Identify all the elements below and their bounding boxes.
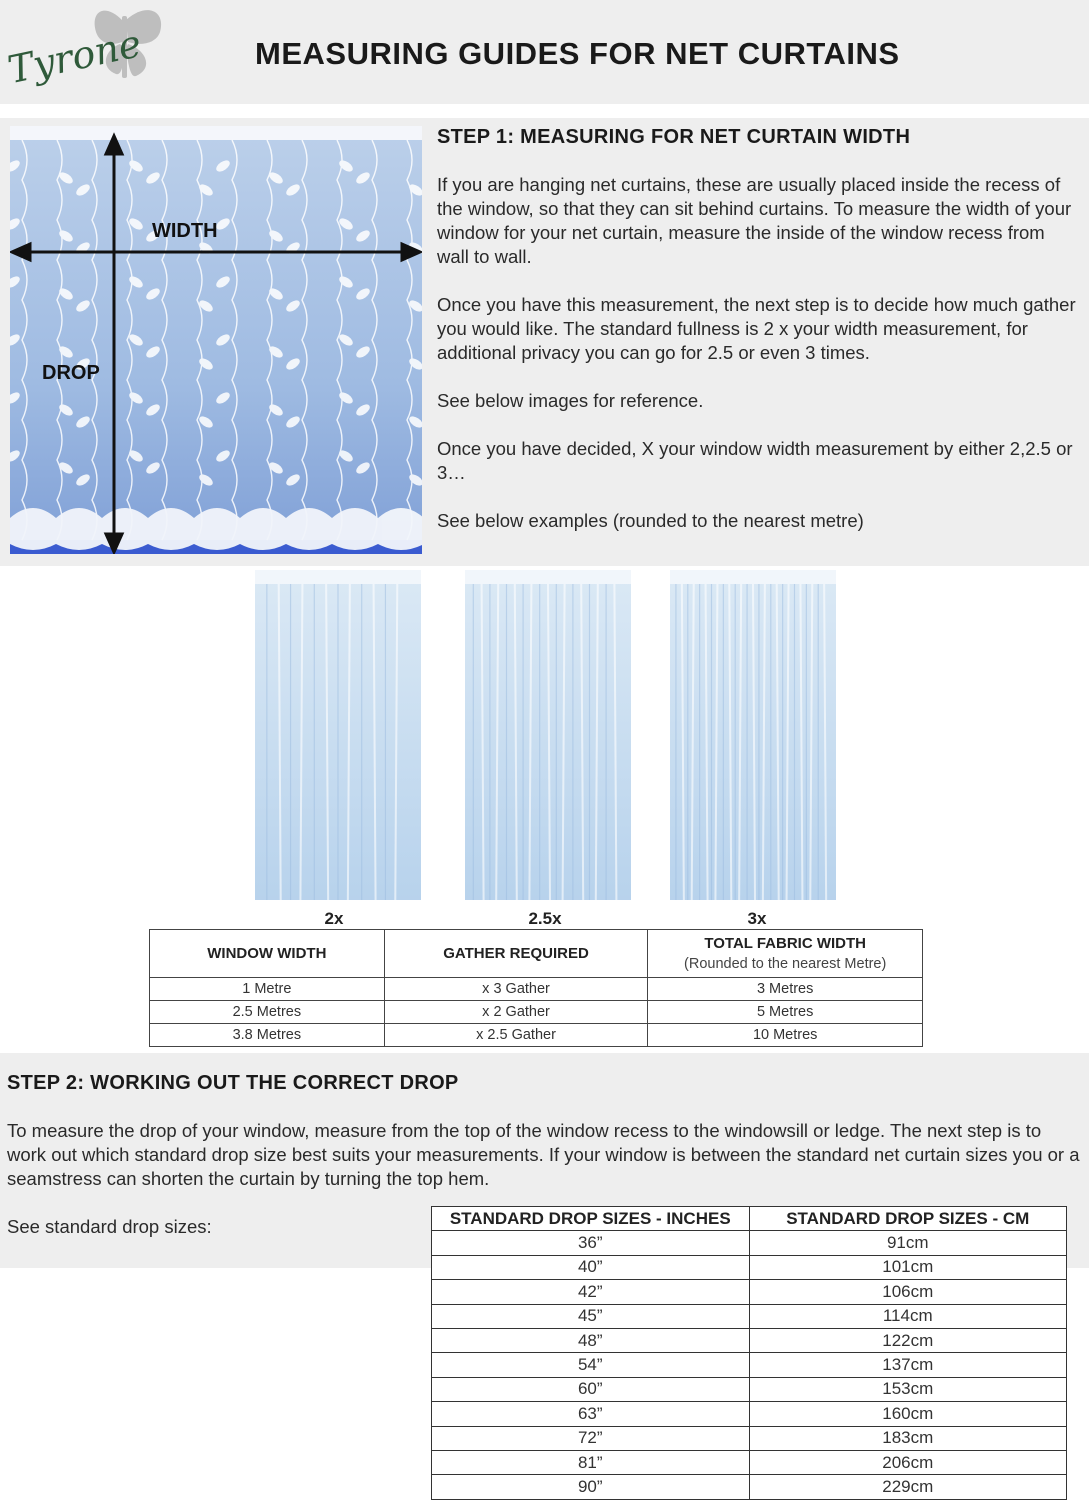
- cm-header: STANDARD DROP SIZES - CM: [749, 1207, 1067, 1231]
- total-width-cell: 5 Metres: [648, 1001, 923, 1024]
- gather-table: [149, 929, 923, 1047]
- window-width-cell: 1 Metre: [150, 978, 385, 1001]
- gather-required-header: GATHER REQUIRED: [384, 930, 648, 978]
- gather-label-3x: 3x: [747, 909, 767, 928]
- table-row: [432, 1328, 1067, 1352]
- gather-label-2-5x: 2.5x: [528, 909, 562, 928]
- table-row: [432, 1255, 1067, 1279]
- step1-paragraph: See below examples (rounded to the nearest metre): [437, 510, 864, 531]
- step1-heading: STEP 1: MEASURING FOR NET CURTAIN WIDTH: [437, 126, 911, 148]
- cm-cell: 122cm: [749, 1328, 1067, 1352]
- gather-label-2x: 2x: [324, 909, 344, 928]
- table-header-row: [150, 930, 923, 978]
- drop-label: DROP: [42, 362, 100, 384]
- table-row: [432, 1377, 1067, 1401]
- step1-section: [0, 118, 1089, 566]
- gather-cell: x 3 Gather: [384, 978, 648, 1001]
- inches-cell: 36”: [432, 1231, 750, 1255]
- inches-cell: 54”: [432, 1353, 750, 1377]
- inches-cell: 60”: [432, 1377, 750, 1401]
- rounded-note: (Rounded to the nearest Metre): [684, 956, 887, 972]
- inches-cell: 72”: [432, 1426, 750, 1450]
- inches-cell: 42”: [432, 1280, 750, 1304]
- step2-text-block: [7, 1072, 1082, 1191]
- inches-cell: 81”: [432, 1450, 750, 1474]
- cm-cell: 206cm: [749, 1450, 1067, 1474]
- step1-paragraph: Once you have decided, X your window width measurement by either 2,2.5 or 3…: [437, 438, 1073, 483]
- inches-cell: 40”: [432, 1255, 750, 1279]
- table-row: [432, 1450, 1067, 1474]
- window-width-cell: 3.8 Metres: [150, 1024, 385, 1047]
- tyrone-logo: [4, 2, 174, 106]
- cm-cell: 229cm: [749, 1475, 1067, 1499]
- total-width-cell: 10 Metres: [648, 1024, 923, 1047]
- table-row: [150, 978, 923, 1001]
- inches-cell: 48”: [432, 1328, 750, 1352]
- drop-sizes-table: [431, 1206, 1067, 1500]
- page-title: MEASURING GUIDES FOR NET CURTAINS: [255, 36, 900, 71]
- curtain-gather-2-5x-image: [465, 570, 631, 910]
- cm-cell: 183cm: [749, 1426, 1067, 1450]
- table-row: [432, 1353, 1067, 1377]
- table-row: [432, 1280, 1067, 1304]
- gather-cell: x 2.5 Gather: [384, 1024, 648, 1047]
- step2-paragraph: To measure the drop of your window, measure from the top of the window recess to the windowsill or ledge. The next step is to work out which standard drop size best suits your measurements. If your window is between the standard net curtain sizes you or a seamstress can shorten the curtain by turning the top hem.: [7, 1120, 1080, 1189]
- inches-cell: 90”: [432, 1475, 750, 1499]
- step1-paragraph: Once you have this measurement, the next step is to decide how much gather you would like. The standard fullness is 2 x your width measurement, for additional privacy you can go for 2.5 or even 3 times.: [437, 294, 1076, 363]
- table-row: [432, 1426, 1067, 1450]
- table-row: [432, 1402, 1067, 1426]
- window-width-cell: 2.5 Metres: [150, 1001, 385, 1024]
- inches-cell: 45”: [432, 1304, 750, 1328]
- svg-text:Tyrone: Tyrone: [4, 21, 146, 93]
- table-header-row: [432, 1207, 1067, 1231]
- step1-paragraph: If you are hanging net curtains, these are usually placed inside the recess of the window, so that they can sit behind curtains. To measure the width of your window for your net curtain, measure the inside of the window recess from wall to wall.: [437, 174, 1072, 267]
- cm-cell: 106cm: [749, 1280, 1067, 1304]
- net-curtain-measure-image: [10, 126, 422, 554]
- table-row: [150, 1024, 923, 1047]
- curtain-gather-2x-image: [255, 570, 421, 910]
- see-drop-sizes-text: See standard drop sizes:: [7, 1216, 212, 1237]
- cm-cell: 101cm: [749, 1255, 1067, 1279]
- cm-cell: 114cm: [749, 1304, 1067, 1328]
- total-fabric-width-title: TOTAL FABRIC WIDTH: [704, 935, 866, 952]
- page-header: [0, 0, 1089, 104]
- table-row: [432, 1475, 1067, 1499]
- step1-text-block: [437, 126, 1077, 533]
- inches-header: STANDARD DROP SIZES - INCHES: [432, 1207, 750, 1231]
- step2-heading: STEP 2: WORKING OUT THE CORRECT DROP: [7, 1072, 459, 1094]
- gather-cell: x 2 Gather: [384, 1001, 648, 1024]
- cm-cell: 153cm: [749, 1377, 1067, 1401]
- table-row: [150, 1001, 923, 1024]
- cm-cell: 160cm: [749, 1402, 1067, 1426]
- total-width-cell: 3 Metres: [648, 978, 923, 1001]
- table-row: [432, 1304, 1067, 1328]
- inches-cell: 63”: [432, 1402, 750, 1426]
- cm-cell: 137cm: [749, 1353, 1067, 1377]
- cm-cell: 91cm: [749, 1231, 1067, 1255]
- width-label: WIDTH: [152, 220, 218, 242]
- curtain-gather-3x-image: [670, 570, 836, 910]
- total-fabric-width-header: [648, 930, 923, 978]
- table-row: [432, 1231, 1067, 1255]
- step1-paragraph: See below images for reference.: [437, 390, 704, 411]
- window-width-header: WINDOW WIDTH: [150, 930, 385, 978]
